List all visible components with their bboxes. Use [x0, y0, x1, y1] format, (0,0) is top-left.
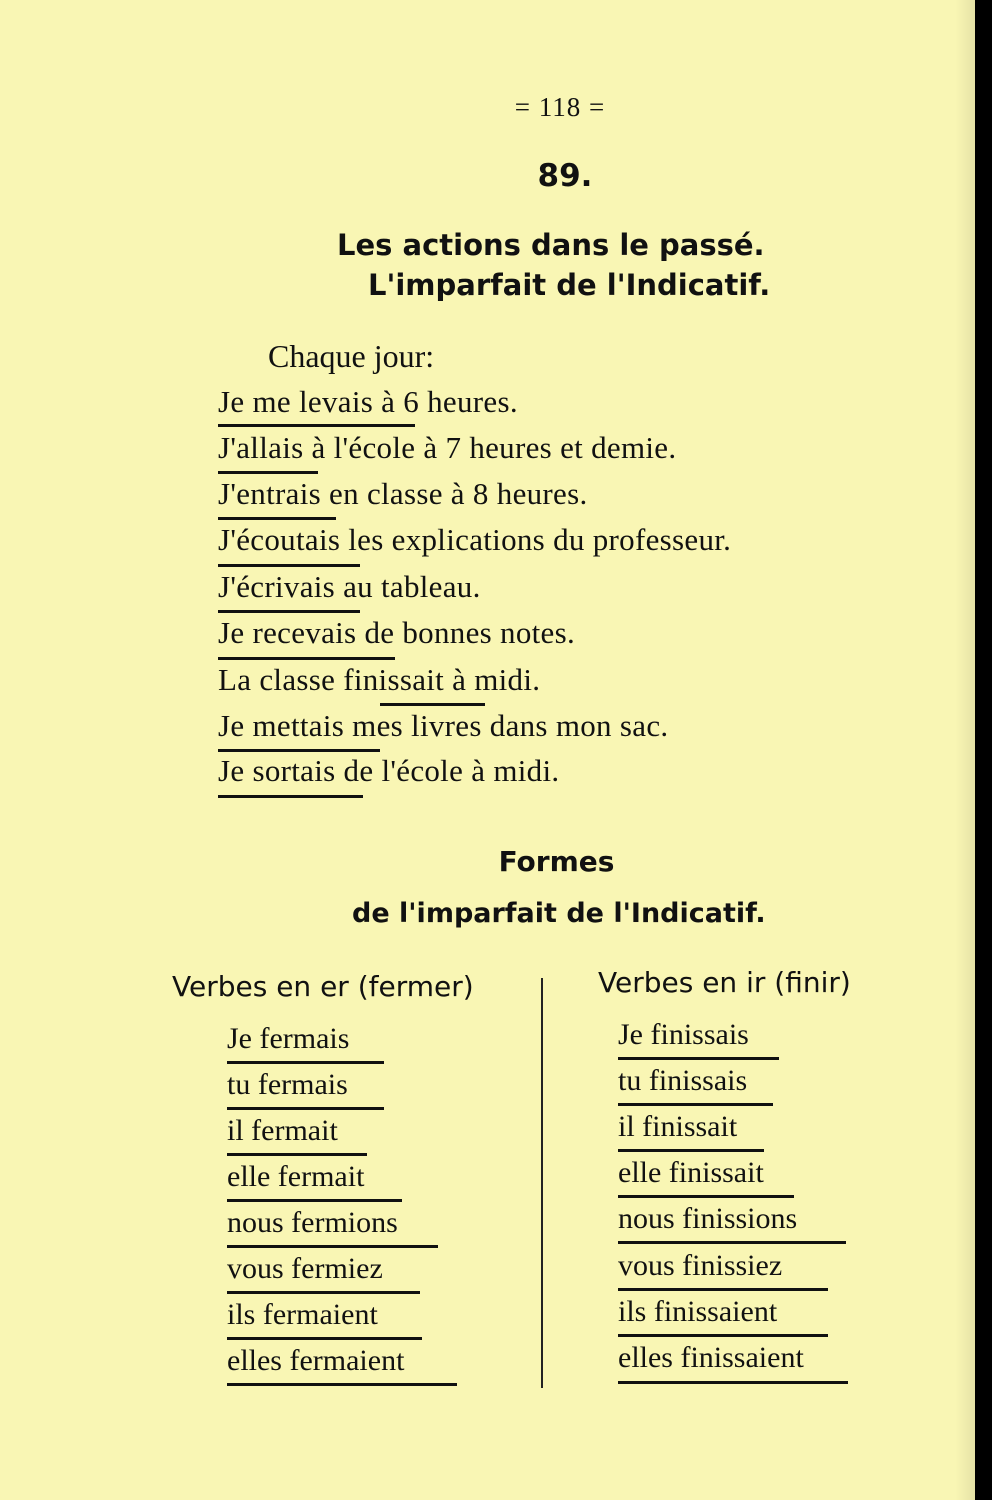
left-verb-1: Je fermais	[227, 1022, 350, 1055]
sentence-1: Je me levais à 6 heures.	[218, 384, 518, 419]
page-number: = 118 =	[514, 92, 606, 122]
underline-right-verb-3	[618, 1149, 764, 1152]
right-verb-5: nous finissions	[618, 1202, 798, 1235]
underline-left-verb-1	[227, 1061, 384, 1064]
left-verb-5: nous fermions	[227, 1206, 398, 1239]
underline-sentence-6	[218, 657, 395, 660]
underline-left-verb-8	[227, 1383, 457, 1386]
underline-right-verb-1	[618, 1057, 779, 1060]
left-verb-4: elle fermait	[227, 1160, 365, 1193]
underline-left-verb-7	[227, 1337, 422, 1340]
sentence-4: J'écoutais les explications du professeur.	[218, 522, 732, 557]
underline-sentence-4	[218, 564, 360, 567]
underline-sentence-3	[218, 517, 336, 520]
underline-right-verb-6	[618, 1288, 828, 1291]
lesson-number: 89.	[537, 158, 593, 194]
right-verb-6: vous finissiez	[618, 1249, 783, 1282]
underline-sentence-9	[218, 795, 363, 798]
page-edge-shadow	[955, 0, 975, 1500]
left-column-header: Verbes en er (fermer)	[172, 970, 474, 1003]
left-verb-3: il fermait	[227, 1114, 338, 1147]
underline-left-verb-2	[227, 1107, 384, 1110]
underline-left-verb-3	[227, 1153, 367, 1156]
sentence-9: Je sortais de l'école à midi.	[218, 753, 560, 788]
left-verb-6: vous fermiez	[227, 1252, 383, 1285]
right-verb-3: il finissait	[618, 1110, 738, 1143]
intro-text: Chaque jour:	[268, 338, 435, 374]
column-divider	[541, 978, 543, 1388]
forms-heading-line-1: Formes	[498, 845, 615, 878]
right-verb-8: elles finissaient	[618, 1341, 804, 1374]
forms-heading-line-2: de l'imparfait de l'Indicatif.	[352, 898, 766, 929]
underline-right-verb-2	[618, 1103, 773, 1106]
underline-right-verb-8	[618, 1381, 848, 1384]
sentence-2: J'allais à l'école à 7 heures et demie.	[218, 430, 677, 465]
underline-right-verb-5	[618, 1241, 846, 1244]
sentence-8: Je mettais mes livres dans mon sac.	[218, 708, 669, 743]
lesson-title-line-2: L'imparfait de l'Indicatif.	[368, 268, 771, 302]
underline-sentence-2	[218, 471, 318, 474]
left-verb-2: tu fermais	[227, 1068, 348, 1101]
sentence-5: J'écrivais au tableau.	[218, 569, 481, 604]
right-verb-1: Je finissais	[618, 1018, 749, 1051]
right-verb-7: ils finissaient	[618, 1295, 778, 1328]
lesson-title-line-1: Les actions dans le passé.	[337, 228, 765, 262]
underline-left-verb-5	[227, 1245, 438, 1248]
underline-left-verb-6	[227, 1291, 420, 1294]
underline-left-verb-4	[227, 1199, 402, 1202]
underline-right-verb-7	[618, 1334, 828, 1337]
right-column-header: Verbes en ir (finir)	[598, 966, 851, 999]
sentence-6: Je recevais de bonnes notes.	[218, 615, 576, 650]
underline-sentence-7	[380, 703, 485, 706]
underline-sentence-8	[218, 749, 380, 752]
right-verb-4: elle finissait	[618, 1156, 764, 1189]
sentence-7: La classe finissait à midi.	[218, 662, 541, 697]
left-verb-7: ils fermaient	[227, 1298, 378, 1331]
sentence-3: J'entrais en classe à 8 heures.	[218, 476, 588, 511]
underline-right-verb-4	[618, 1195, 794, 1198]
left-verb-8: elles fermaient	[227, 1344, 405, 1377]
underline-sentence-1	[218, 424, 415, 427]
right-verb-2: tu finissais	[618, 1064, 748, 1097]
underline-sentence-5	[218, 610, 360, 613]
